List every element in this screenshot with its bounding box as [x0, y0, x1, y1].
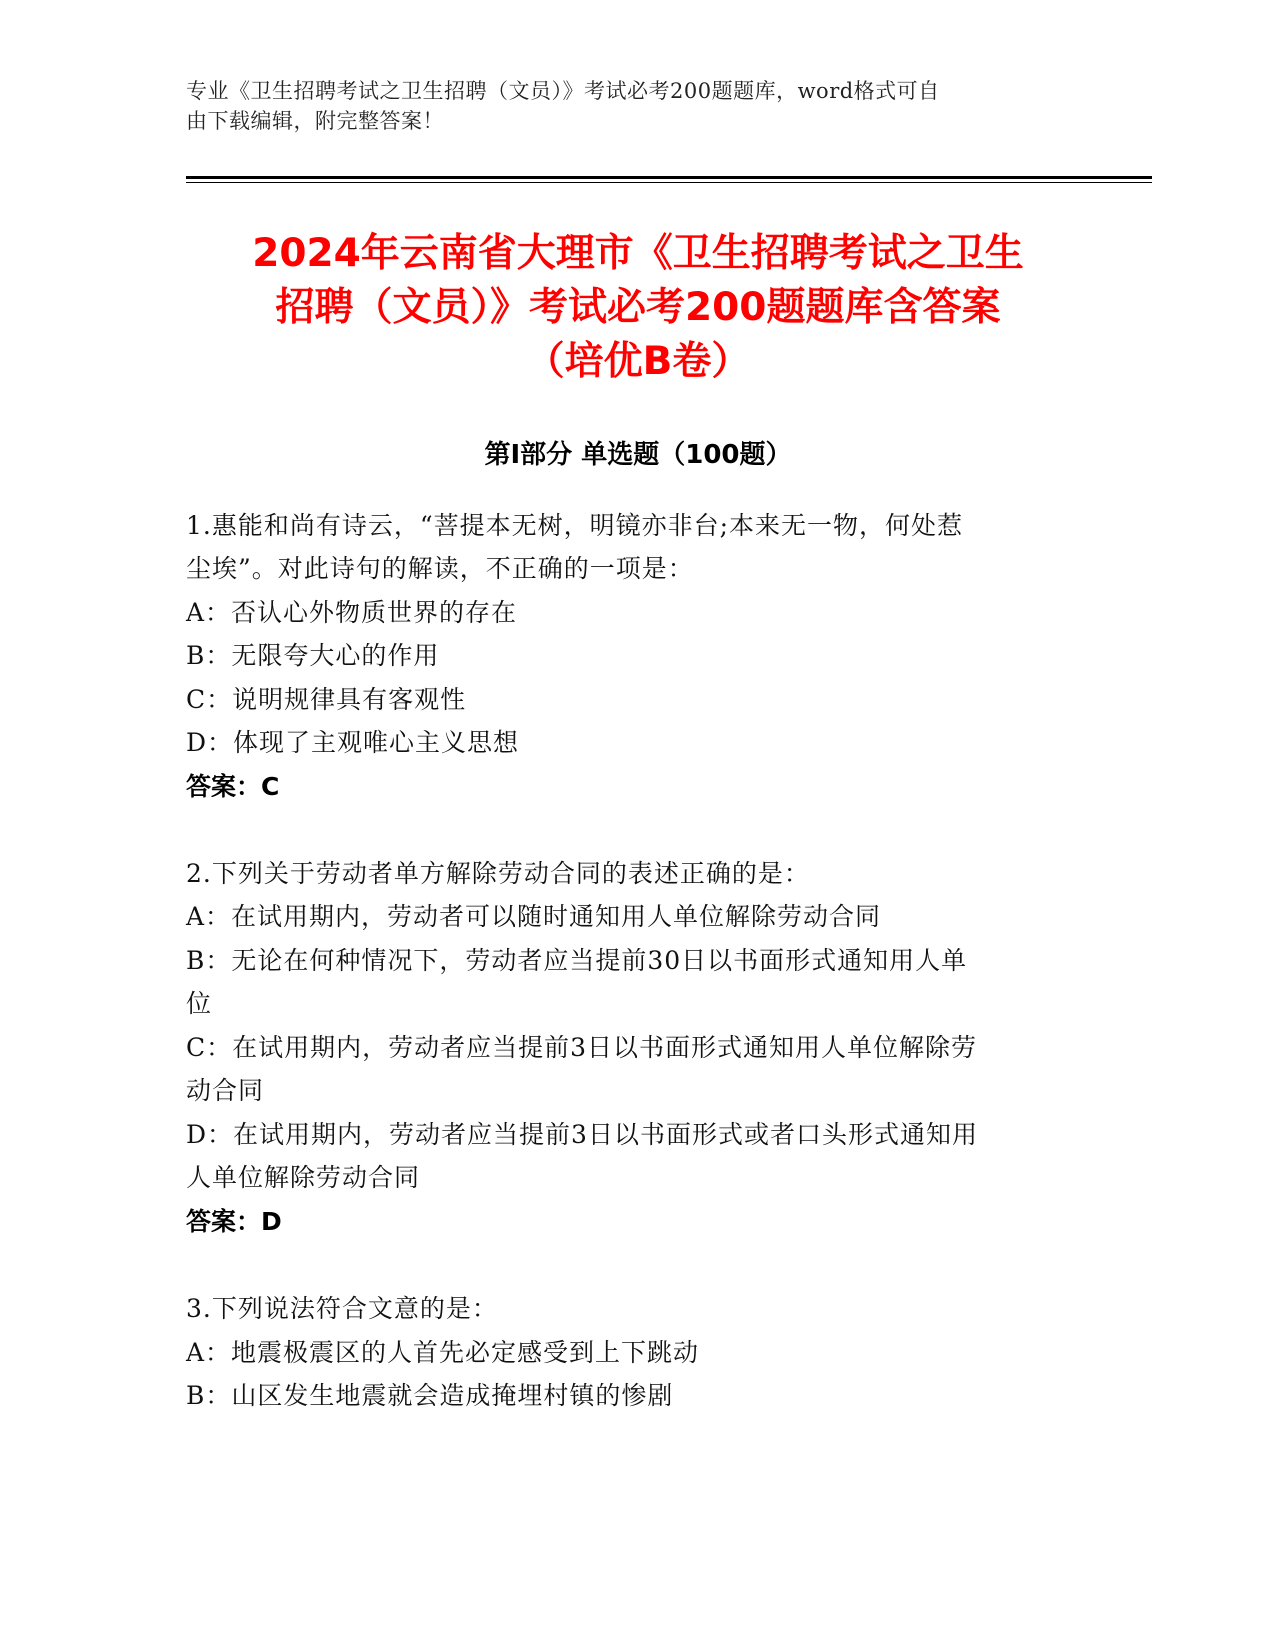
- question-2-option-d-line-1: D：在试用期内，劳动者应当提前3日以书面形式或者口头形式通知用: [186, 1120, 978, 1149]
- document-title-line-2: 招聘（文员）》考试必考200题题库含答案: [275, 285, 1001, 330]
- document-title-line-1: 2024年云南省大理市《卫生招聘考试之卫生: [252, 231, 1024, 276]
- header-note-line-2: 由下载编辑，附完整答案！: [186, 109, 444, 133]
- header-note: [186, 76, 1066, 136]
- document-title: [186, 227, 1090, 389]
- question-1-option-d: D：体现了主观唯心主义思想: [186, 728, 520, 757]
- question-2-option-a: A：在试用期内，劳动者可以随时通知用人单位解除劳动合同: [186, 902, 882, 931]
- document-title-line-3: （培优B卷）: [525, 339, 751, 384]
- question-2-option-c-line-1: C：在试用期内，劳动者应当提前3日以书面形式通知用人单位解除劳: [186, 1033, 978, 1062]
- question-1-stem-line-1: 1.惠能和尚有诗云，“菩提本无树，明镜亦非台;本来无一物，何处惹: [186, 511, 964, 540]
- question-2-stem-line-1: 2.下列关于劳动者单方解除劳动合同的表述正确的是：: [186, 859, 810, 888]
- header-rule-thick: [186, 176, 1152, 179]
- question-2-option-c-line-2: 动合同: [186, 1076, 265, 1105]
- question-3-option-b: B：山区发生地震就会造成掩埋村镇的惨剧: [186, 1381, 674, 1410]
- question-1-answer: 答案：C: [186, 772, 280, 801]
- question-3-stem-line-1: 3.下列说法符合文意的是：: [186, 1294, 498, 1323]
- header-rule-thin: [186, 182, 1152, 183]
- header-note-line-1: 专业《卫生招聘考试之卫生招聘（文员）》考试必考200题题库，word格式可自: [186, 79, 940, 103]
- question-2-option-d-line-2: 人单位解除劳动合同: [186, 1163, 421, 1192]
- question-3-option-a: A：地震极震区的人首先必定感受到上下跳动: [186, 1338, 700, 1367]
- section-title: 第Ⅰ部分 单选题（100题）: [484, 440, 792, 470]
- question-1-option-c: C：说明规律具有客观性: [186, 685, 467, 714]
- question-2-option-b-line-2: 位: [186, 989, 213, 1018]
- question-1-stem-line-2: 尘埃”。对此诗句的解读，不正确的一项是：: [186, 554, 694, 583]
- question-2-answer: 答案：D: [186, 1207, 282, 1236]
- question-1-option-b: B：无限夸大心的作用: [186, 641, 440, 670]
- question-2-option-b-line-1: B：无论在何种情况下，劳动者应当提前30日以书面形式通知用人单: [186, 946, 968, 975]
- question-1-option-a: A：否认心外物质世界的存在: [186, 598, 518, 627]
